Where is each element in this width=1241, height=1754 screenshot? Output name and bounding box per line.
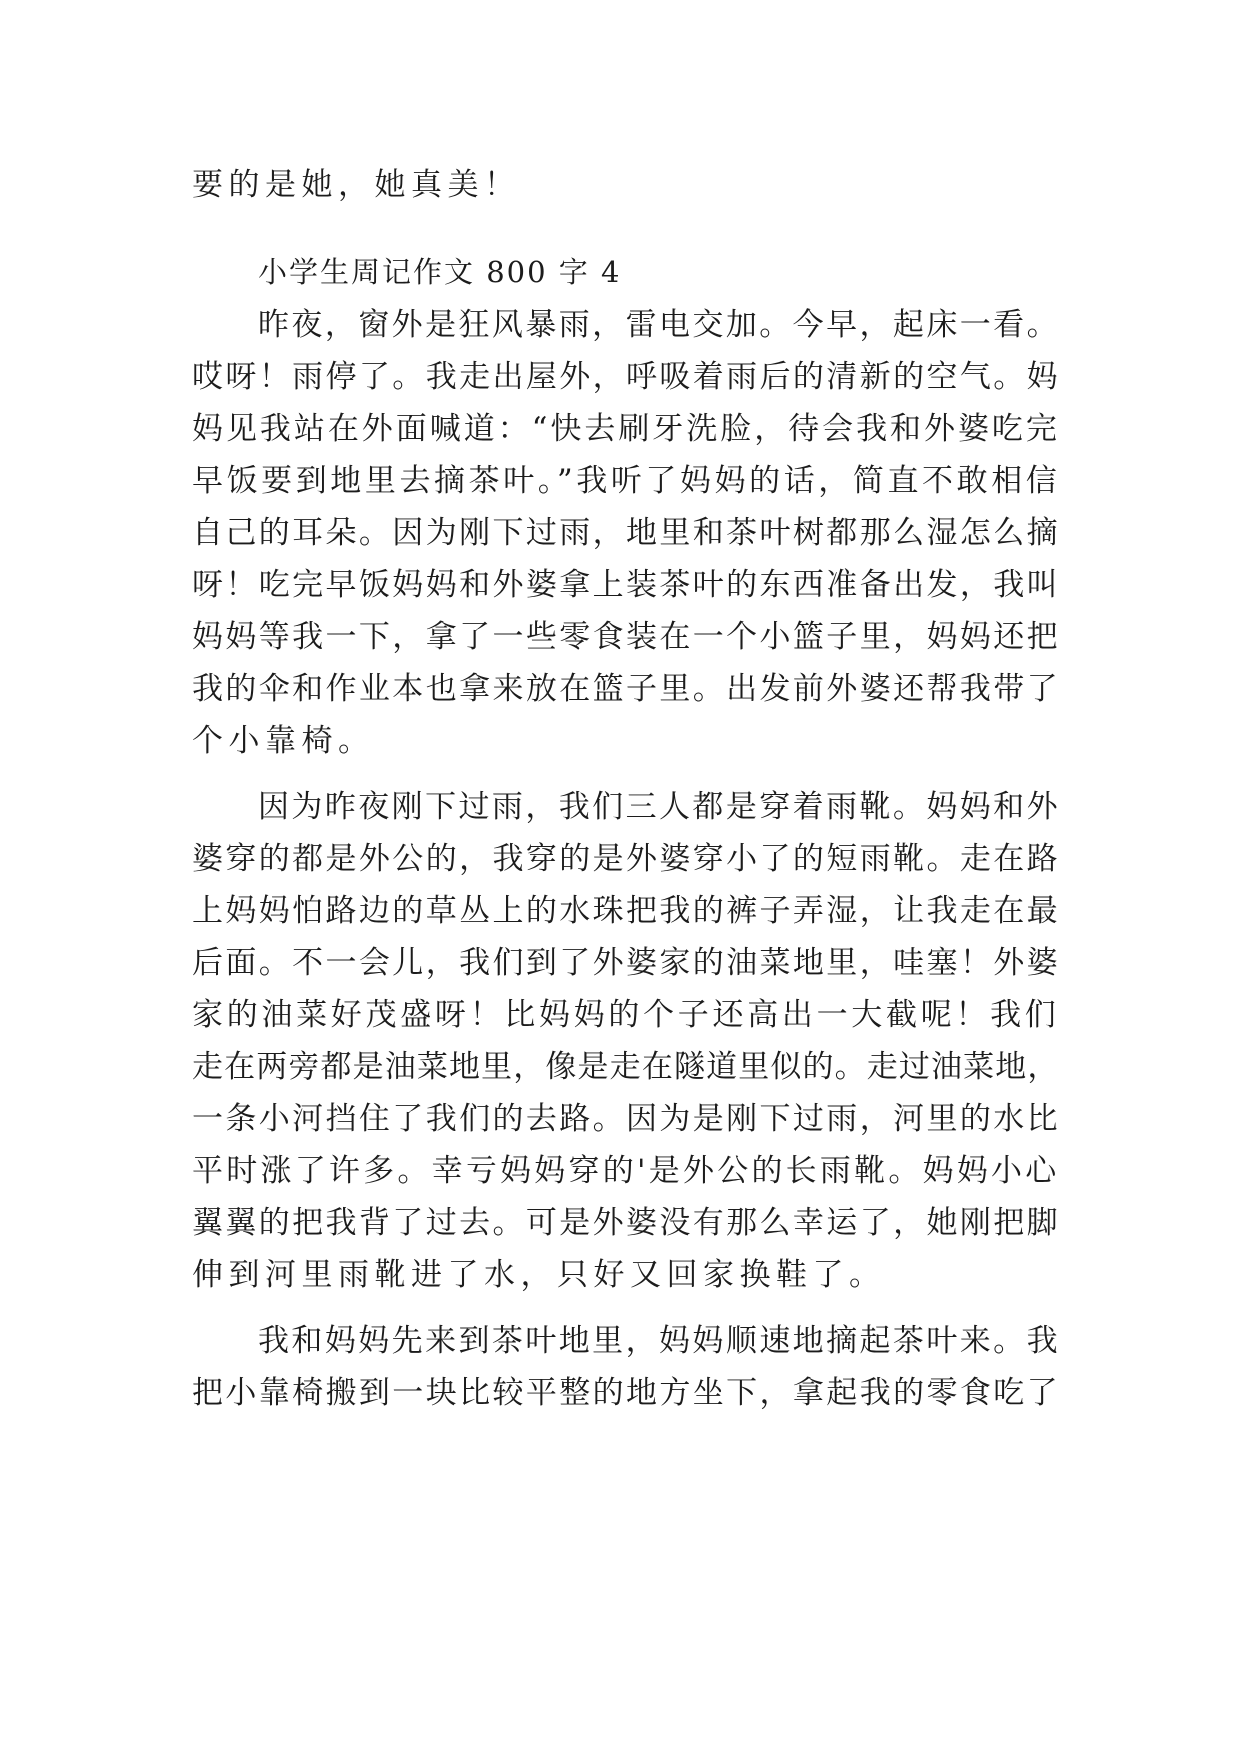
text-line: 早饭要到地里去摘茶叶。”我听了妈妈的话，简直不敢相信 bbox=[192, 463, 1061, 499]
text-line: 翼翼的把我背了过去。可是外婆没有那么幸运了，她刚把脚 bbox=[192, 1205, 1060, 1241]
text-line: 呀！吃完早饭妈妈和外婆拿上装茶叶的东西准备出发，我叫 bbox=[192, 567, 1060, 603]
text-line: 把小靠椅搬到一块比较平整的地方坐下，拿起我的零食吃了 bbox=[192, 1375, 1060, 1411]
text-line: 我和妈妈先来到茶叶地里，妈妈顺速地摘起茶叶来。我 bbox=[258, 1323, 1060, 1359]
text-line: 妈妈等我一下，拿了一些零食装在一个小篮子里，妈妈还把 bbox=[192, 619, 1060, 655]
essay-title: 小学生周记作文 800 字 4 bbox=[258, 255, 622, 289]
text-line: 因为昨夜刚下过雨，我们三人都是穿着雨靴。妈妈和外 bbox=[258, 789, 1060, 825]
text-line: 上妈妈怕路边的草丛上的水珠把我的裤子弄湿，让我走在最 bbox=[192, 893, 1060, 929]
text-line: 自己的耳朵。因为刚下过雨，地里和茶叶树都那么湿怎么摘 bbox=[192, 515, 1060, 551]
carry-over-line: 要的是她，她真美！ bbox=[192, 167, 521, 203]
text-line: 后面。不一会儿，我们到了外婆家的油菜地里，哇塞！外婆 bbox=[192, 945, 1060, 981]
text-line: 一条小河挡住了我们的去路。因为是刚下过雨，河里的水比 bbox=[192, 1101, 1060, 1137]
text-line: 平时涨了许多。幸亏妈妈穿的'是外公的长雨靴。妈妈小心 bbox=[192, 1153, 1060, 1189]
text-line: 哎呀！雨停了。我走出屋外，呼吸着雨后的清新的空气。妈 bbox=[192, 359, 1060, 395]
text-line: 婆穿的都是外公的，我穿的是外婆穿小了的短雨靴。走在路 bbox=[192, 841, 1060, 877]
text-line: 个小靠椅。 bbox=[192, 723, 375, 759]
text-line: 伸到河里雨靴进了水，只好又回家换鞋了。 bbox=[192, 1257, 886, 1293]
text-line: 走在两旁都是油菜地里，像是走在隧道里似的。走过油菜地， bbox=[192, 1049, 1060, 1085]
text-line: 妈见我站在外面喊道：“快去刷牙洗脸，待会我和外婆吃完 bbox=[192, 411, 1060, 447]
text-line: 家的油菜好茂盛呀！比妈妈的个子还高出一大截呢！我们 bbox=[192, 997, 1060, 1033]
text-line: 我的伞和作业本也拿来放在篮子里。出发前外婆还帮我带了 bbox=[192, 671, 1060, 707]
text-line: 昨夜，窗外是狂风暴雨，雷电交加。今早，起床一看。 bbox=[258, 307, 1060, 343]
